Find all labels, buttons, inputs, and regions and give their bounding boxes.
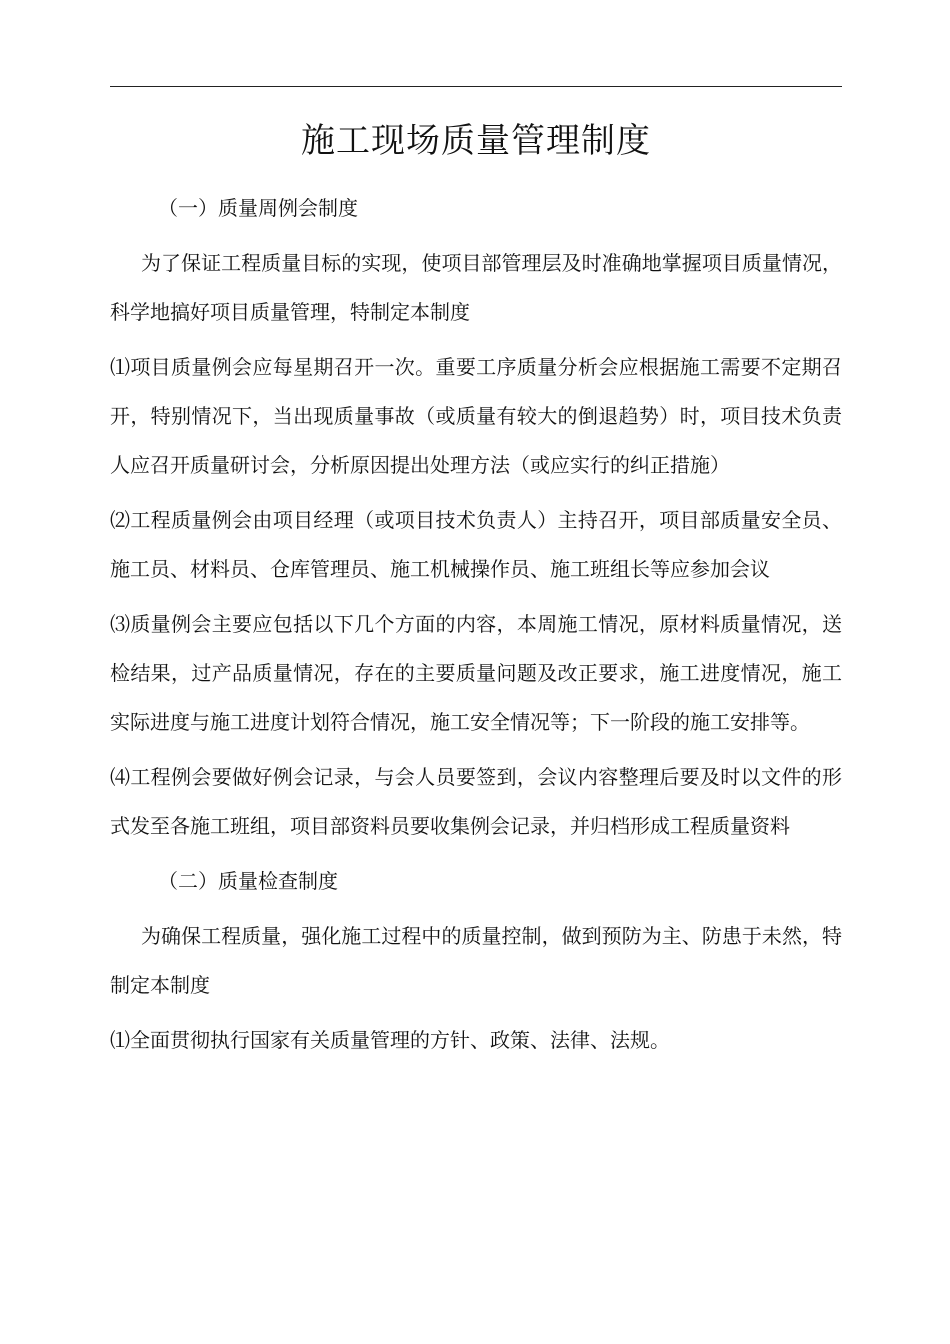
paragraph-item-1: ⑴项目质量例会应每星期召开一次。重要工序质量分析会应根据施工需要不定期召开，特别情况下，当出现质量事故（或质量有较大的倒退趋势）时，项目技术负责人应召开质量研讨会，分析原因提出处理方法（或应实行的纠正措施） xyxy=(110,355,842,477)
document-page xyxy=(110,0,842,1344)
paragraph-item-3: ⑶质量例会主要应包括以下几个方面的内容，本周施工情况，原材料质量情况，送检结果，过产品质量情况，存在的主要质量问题及改正要求，施工进度情况，施工实际进度与施工进度计划符合情况，施工安全情况等；下一阶段的施工安排等。 xyxy=(110,612,842,734)
section-heading-2: （二）质量检查制度 xyxy=(158,869,338,893)
paragraph-item-2: ⑵工程质量例会由项目经理（或项目技术负责人）主持召开，项目部质量安全员、施工员、材料员、仓库管理员、施工机械操作员、施工班组长等应参加会议 xyxy=(110,508,842,581)
paragraph-item-4: ⑷工程例会要做好例会记录，与会人员要签到，会议内容整理后要及时以文件的形式发至各施工班组，项目部资料员要收集例会记录，并归档形成工程质量资料 xyxy=(110,765,842,838)
header-rule xyxy=(110,86,842,87)
paragraph-item-5: ⑴全面贯彻执行国家有关质量管理的方针、政策、法律、法规。 xyxy=(110,1028,670,1052)
document-title: 施工现场质量管理制度 xyxy=(301,121,651,161)
paragraph-intro-1: 为了保证工程质量目标的实现，使项目部管理层及时准确地掌握项目质量情况，科学地搞好项目质量管理，特制定本制度 xyxy=(110,251,842,324)
section-heading-1: （一）质量周例会制度 xyxy=(158,196,358,220)
document-body xyxy=(110,184,842,1071)
paragraph-intro-2: 为确保工程质量，强化施工过程中的质量控制，做到预防为主、防患于未然，特制定本制度 xyxy=(110,924,842,997)
